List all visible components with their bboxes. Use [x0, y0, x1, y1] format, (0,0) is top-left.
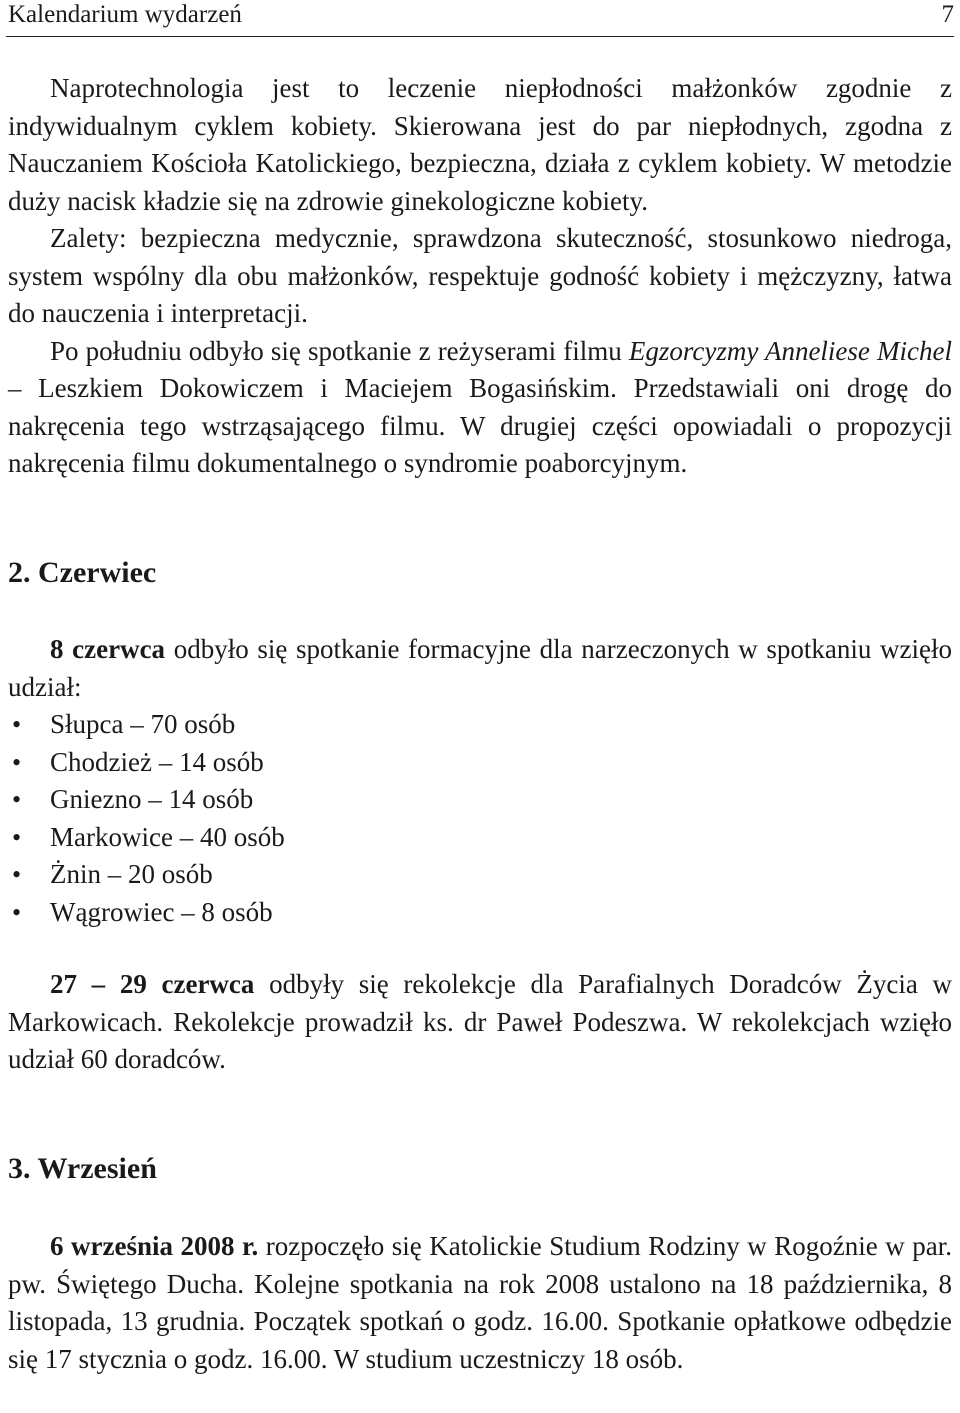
czerwiec-rekolekcje — [8, 966, 952, 1079]
paragraph-film-meeting — [8, 333, 952, 483]
section-heading-czerwiec: 2. Czerwiec — [8, 556, 157, 589]
paragraph-film-lead: Po południu odbyło się spotkanie z reżyserami filmu — [50, 335, 629, 366]
film-title: Egzorcyzmy Anneliese Michel — [628, 335, 952, 366]
list-item: • Chodzież – 14 osób — [8, 744, 285, 782]
running-header — [6, 0, 954, 37]
running-header-title: Kalendarium wydarzeń — [8, 1, 242, 28]
page-number: 7 — [941, 1, 954, 28]
paragraph-8-czerwca — [8, 631, 952, 706]
date-8-czerwca: 8 czerwca — [50, 634, 166, 664]
paragraph-27-29-czerwca — [8, 966, 952, 1079]
wrzesien-text — [8, 1228, 952, 1378]
date-6-wrzesnia: 6 września 2008 r. — [50, 1231, 259, 1261]
participants-list — [8, 706, 285, 931]
intro-text — [8, 70, 952, 483]
list-item: • Gniezno – 14 osób — [8, 781, 285, 819]
section-heading-wrzesien: 3. Wrzesień — [8, 1152, 157, 1185]
paragraph-27-29-czerwca-text: odbyły się rekolekcje dla Parafialnych Doradców Życia w Markowicach. Rekolekcje prowadził ks. dr Paweł Podeszwa. W rekolekcjach wzięło udział 60 doradców. — [8, 969, 953, 1074]
czerwiec-intro — [8, 631, 952, 706]
list-item: • Wągrowiec – 8 osób — [8, 894, 285, 932]
paragraph-naprotechnologia: Naprotechnologia jest to leczenie niepłodności małżonków zgodnie z indywidualnym cyklem kobiety. Skierowana jest do par niepłodnych, zgodna z Nauczaniem Kościoła Katolickiego, bezpieczna, działa z cyklem kobiety. W metodzie duży nacisk kładzie się na zdrowie ginekologiczne kobiety. — [8, 73, 952, 216]
paragraph-film-rest: – Leszkiem Dokowiczem i Maciejem Bogasińskim. Przedstawiali oni drogę do nakręcenia tego wstrząsającego filmu. W drugiej części opowiadali o propozycji nakręcenia filmu dokumentalnego o syndromie poaborcyjnym. — [8, 373, 952, 478]
paragraph-6-wrzesnia — [8, 1228, 952, 1378]
paragraph-8-czerwca-text: odbyło się spotkanie formacyjne dla narzeczonych w spotkaniu wzięło udział: — [8, 634, 952, 702]
list-item: • Słupca – 70 osób — [8, 706, 285, 744]
list-item: • Żnin – 20 osób — [8, 856, 285, 894]
date-27-29-czerwca: 27 – 29 czerwca — [50, 969, 255, 999]
paragraph-6-wrzesnia-text: rozpoczęło się Katolickie Studium Rodziny w Rogoźnie w par. pw. Świętego Ducha. Kolejne spotkania na rok 2008 ustalono na 18 października, 8 listopada, 13 grudnia. Początek spotkań o godz. 16.00. Spotkanie opłatkowe odbędzie się 17 stycznia o godz. 16.00. W studium uczestniczy 18 osób. — [8, 1231, 953, 1374]
paragraph-zalety: Zalety: bezpieczna medycznie, sprawdzona skuteczność, stosunkowo niedroga, system wspólny dla obu małżonków, respektuje godność kobiety i mężczyzny, łatwa do nauczenia i interpretacji. — [8, 223, 952, 328]
list-item: • Markowice – 40 osób — [8, 819, 285, 857]
